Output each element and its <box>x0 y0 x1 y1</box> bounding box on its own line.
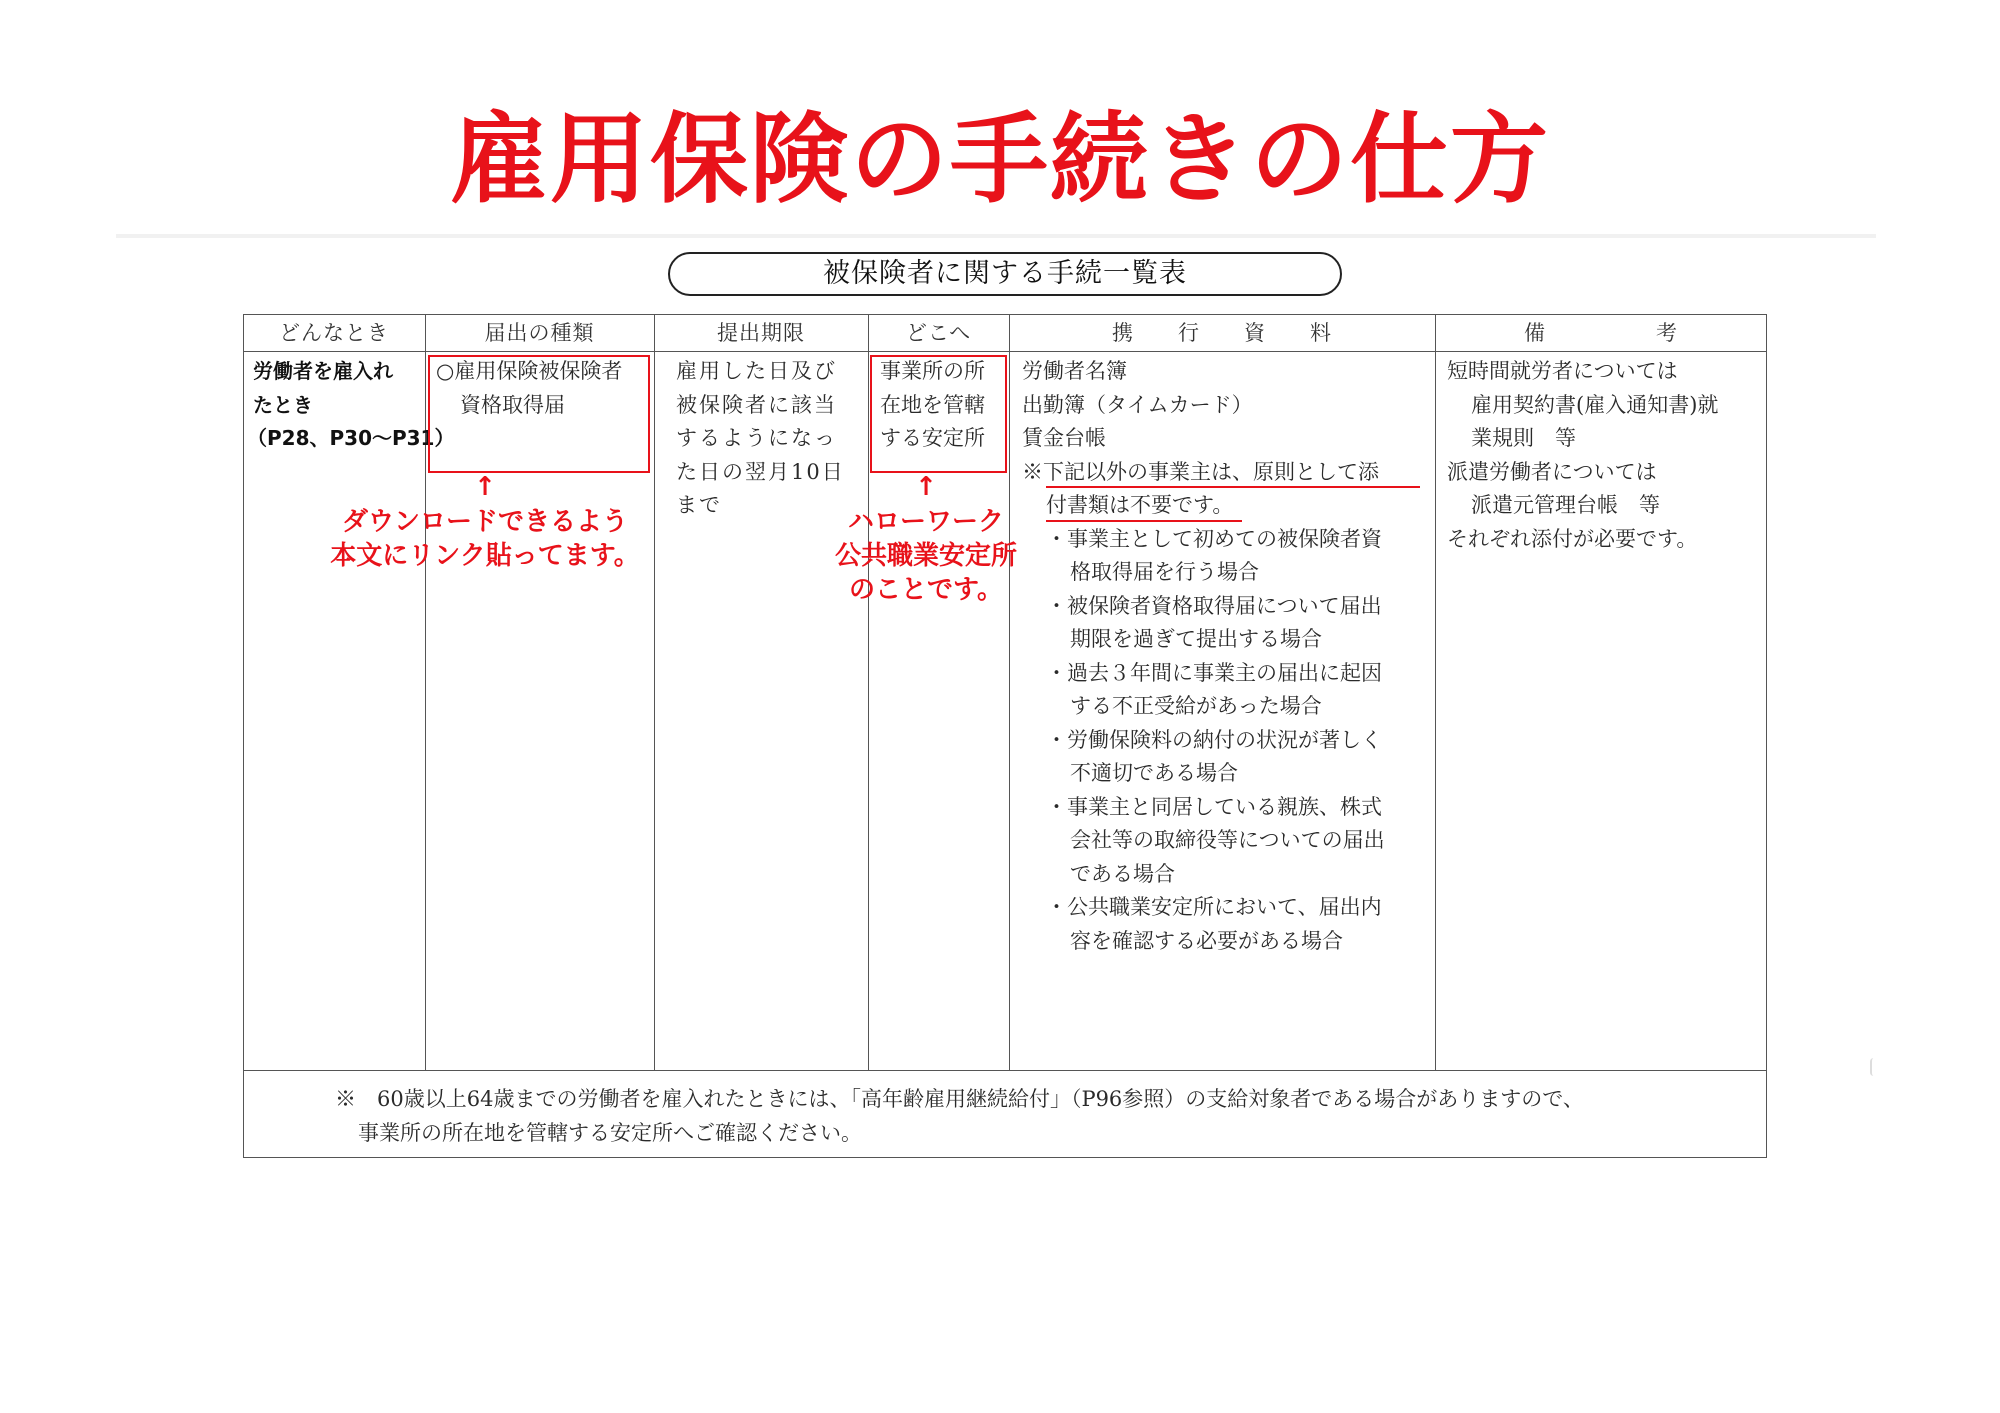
material-bullet-cont: 容を確認する必要がある場合 <box>1070 928 1343 953</box>
hellowork-annotation-line: ハローワーク <box>847 507 1004 537</box>
table-title: 被保険者に関する手続一覧表 <box>668 252 1342 296</box>
remark-line: 派遣元管理台帳 等 <box>1471 493 1660 517</box>
note-underline-1 <box>1046 486 1420 488</box>
cell-when-line: 労働者を雇入れ <box>253 359 393 383</box>
material-note-line: ※下記以外の事業主は、原則として添 <box>1022 459 1379 484</box>
deadline-line: 被保険者に該当 <box>676 392 837 417</box>
header-remarks: 備 考 <box>1524 321 1678 345</box>
download-annotation-line: 本文にリンク貼ってます。 <box>330 541 640 571</box>
header-when: どんなとき <box>279 321 389 345</box>
table-footer-divider <box>243 1070 1767 1071</box>
where-line: 事業所の所 <box>880 359 985 383</box>
deadline-line: た日の翌月10日 <box>676 459 845 484</box>
material-bullet-cont: 格取得届を行う場合 <box>1070 560 1259 584</box>
column-divider-5 <box>1435 314 1436 1070</box>
download-annotation <box>285 505 685 573</box>
column-divider-3 <box>868 314 869 1070</box>
header-deadline: 提出期限 <box>717 321 805 345</box>
material-bullet-cont: 不適切である場合 <box>1070 761 1238 785</box>
material-line: 労働者名簿 <box>1022 359 1127 383</box>
column-divider-4 <box>1009 314 1010 1070</box>
material-bullet-cont: である場合 <box>1070 861 1175 886</box>
material-line: 賃金台帳 <box>1022 426 1106 450</box>
where-line: 在地を管轄 <box>880 392 985 417</box>
where-highlight-box <box>870 355 1007 473</box>
remark-line: 雇用契約書(雇入通知書)就 <box>1471 392 1719 417</box>
table-header-divider <box>243 351 1767 352</box>
hellowork-annotation-line: 公共職業安定所 <box>834 541 1017 571</box>
download-annotation-line: ダウンロードできるよう <box>341 507 628 537</box>
where-line: する安定所 <box>880 426 985 450</box>
material-bullet: ・被保険者資格取得届について届出 <box>1046 593 1382 618</box>
deadline-line: 雇用した日及び <box>676 359 837 383</box>
form-name-line: ○雇用保険被保険者 <box>436 359 623 383</box>
remark-line: 業規則 等 <box>1471 426 1576 450</box>
form-highlight-box <box>428 355 650 473</box>
material-bullet-cont: 会社等の取締役等についての届出 <box>1070 828 1385 852</box>
footnote-line-1: ※ 60歳以上64歳までの労働者を雇入れたときには、「高年齢雇用継続給付」（P96参照）の支給対象者である場合がありますので、 <box>335 1087 1584 1111</box>
material-bullet: ・事業主として初めての被保険者資 <box>1046 526 1382 551</box>
hellowork-annotation <box>780 505 1072 607</box>
material-bullet-cont: 期限を過ぎて提出する場合 <box>1070 627 1322 651</box>
cell-when <box>247 355 455 456</box>
cell-when-pages: （P28、P30～P31） <box>247 426 455 450</box>
cell-remarks <box>1447 355 1718 556</box>
arrow-up-icon: ↑ <box>915 472 937 502</box>
page-title: 雇用保険の手続きの仕方 <box>449 103 1550 217</box>
column-divider-2 <box>654 314 655 1070</box>
remark-line: 短時間就労者については <box>1447 359 1678 383</box>
header-materials: 携 行 資 料 <box>1112 321 1332 345</box>
form-name-line: 資格取得届 <box>460 392 565 417</box>
cell-when-line: たとき <box>253 392 313 417</box>
deadline-line: まで <box>676 493 722 517</box>
arrow-up-icon: ↑ <box>474 472 496 502</box>
material-bullet: ・事業主と同居している親族、株式 <box>1046 794 1382 819</box>
material-bullet-cont: する不正受給があった場合 <box>1070 694 1322 718</box>
footnote-line-2: 事業所の所在地を管轄する安定所へご確認ください。 <box>358 1121 862 1145</box>
header-where: どこへ <box>905 321 972 345</box>
note-underline-2 <box>1046 520 1242 522</box>
cell-deadline <box>676 355 845 523</box>
material-bullet: ・過去３年間に事業主の届出に起因 <box>1046 660 1382 685</box>
material-line: 出勤簿（タイムカード） <box>1022 392 1253 417</box>
remark-line: 派遣労働者については <box>1447 459 1657 484</box>
material-note-line: 付書類は不要です。 <box>1046 493 1234 517</box>
remark-line: それぞれ添付が必要です。 <box>1447 526 1698 551</box>
material-bullet: ・労働保険料の納付の状況が著しく <box>1046 727 1382 752</box>
hellowork-annotation-line: のことです。 <box>849 575 1003 605</box>
cell-materials <box>1022 355 1385 958</box>
deadline-line: するようになっ <box>676 426 837 450</box>
header-divider <box>116 234 1876 238</box>
material-bullet: ・公共職業安定所において、届出内 <box>1046 895 1382 919</box>
header-form-type: 届出の種類 <box>484 321 595 345</box>
page-edge-mark <box>1870 1058 1877 1076</box>
